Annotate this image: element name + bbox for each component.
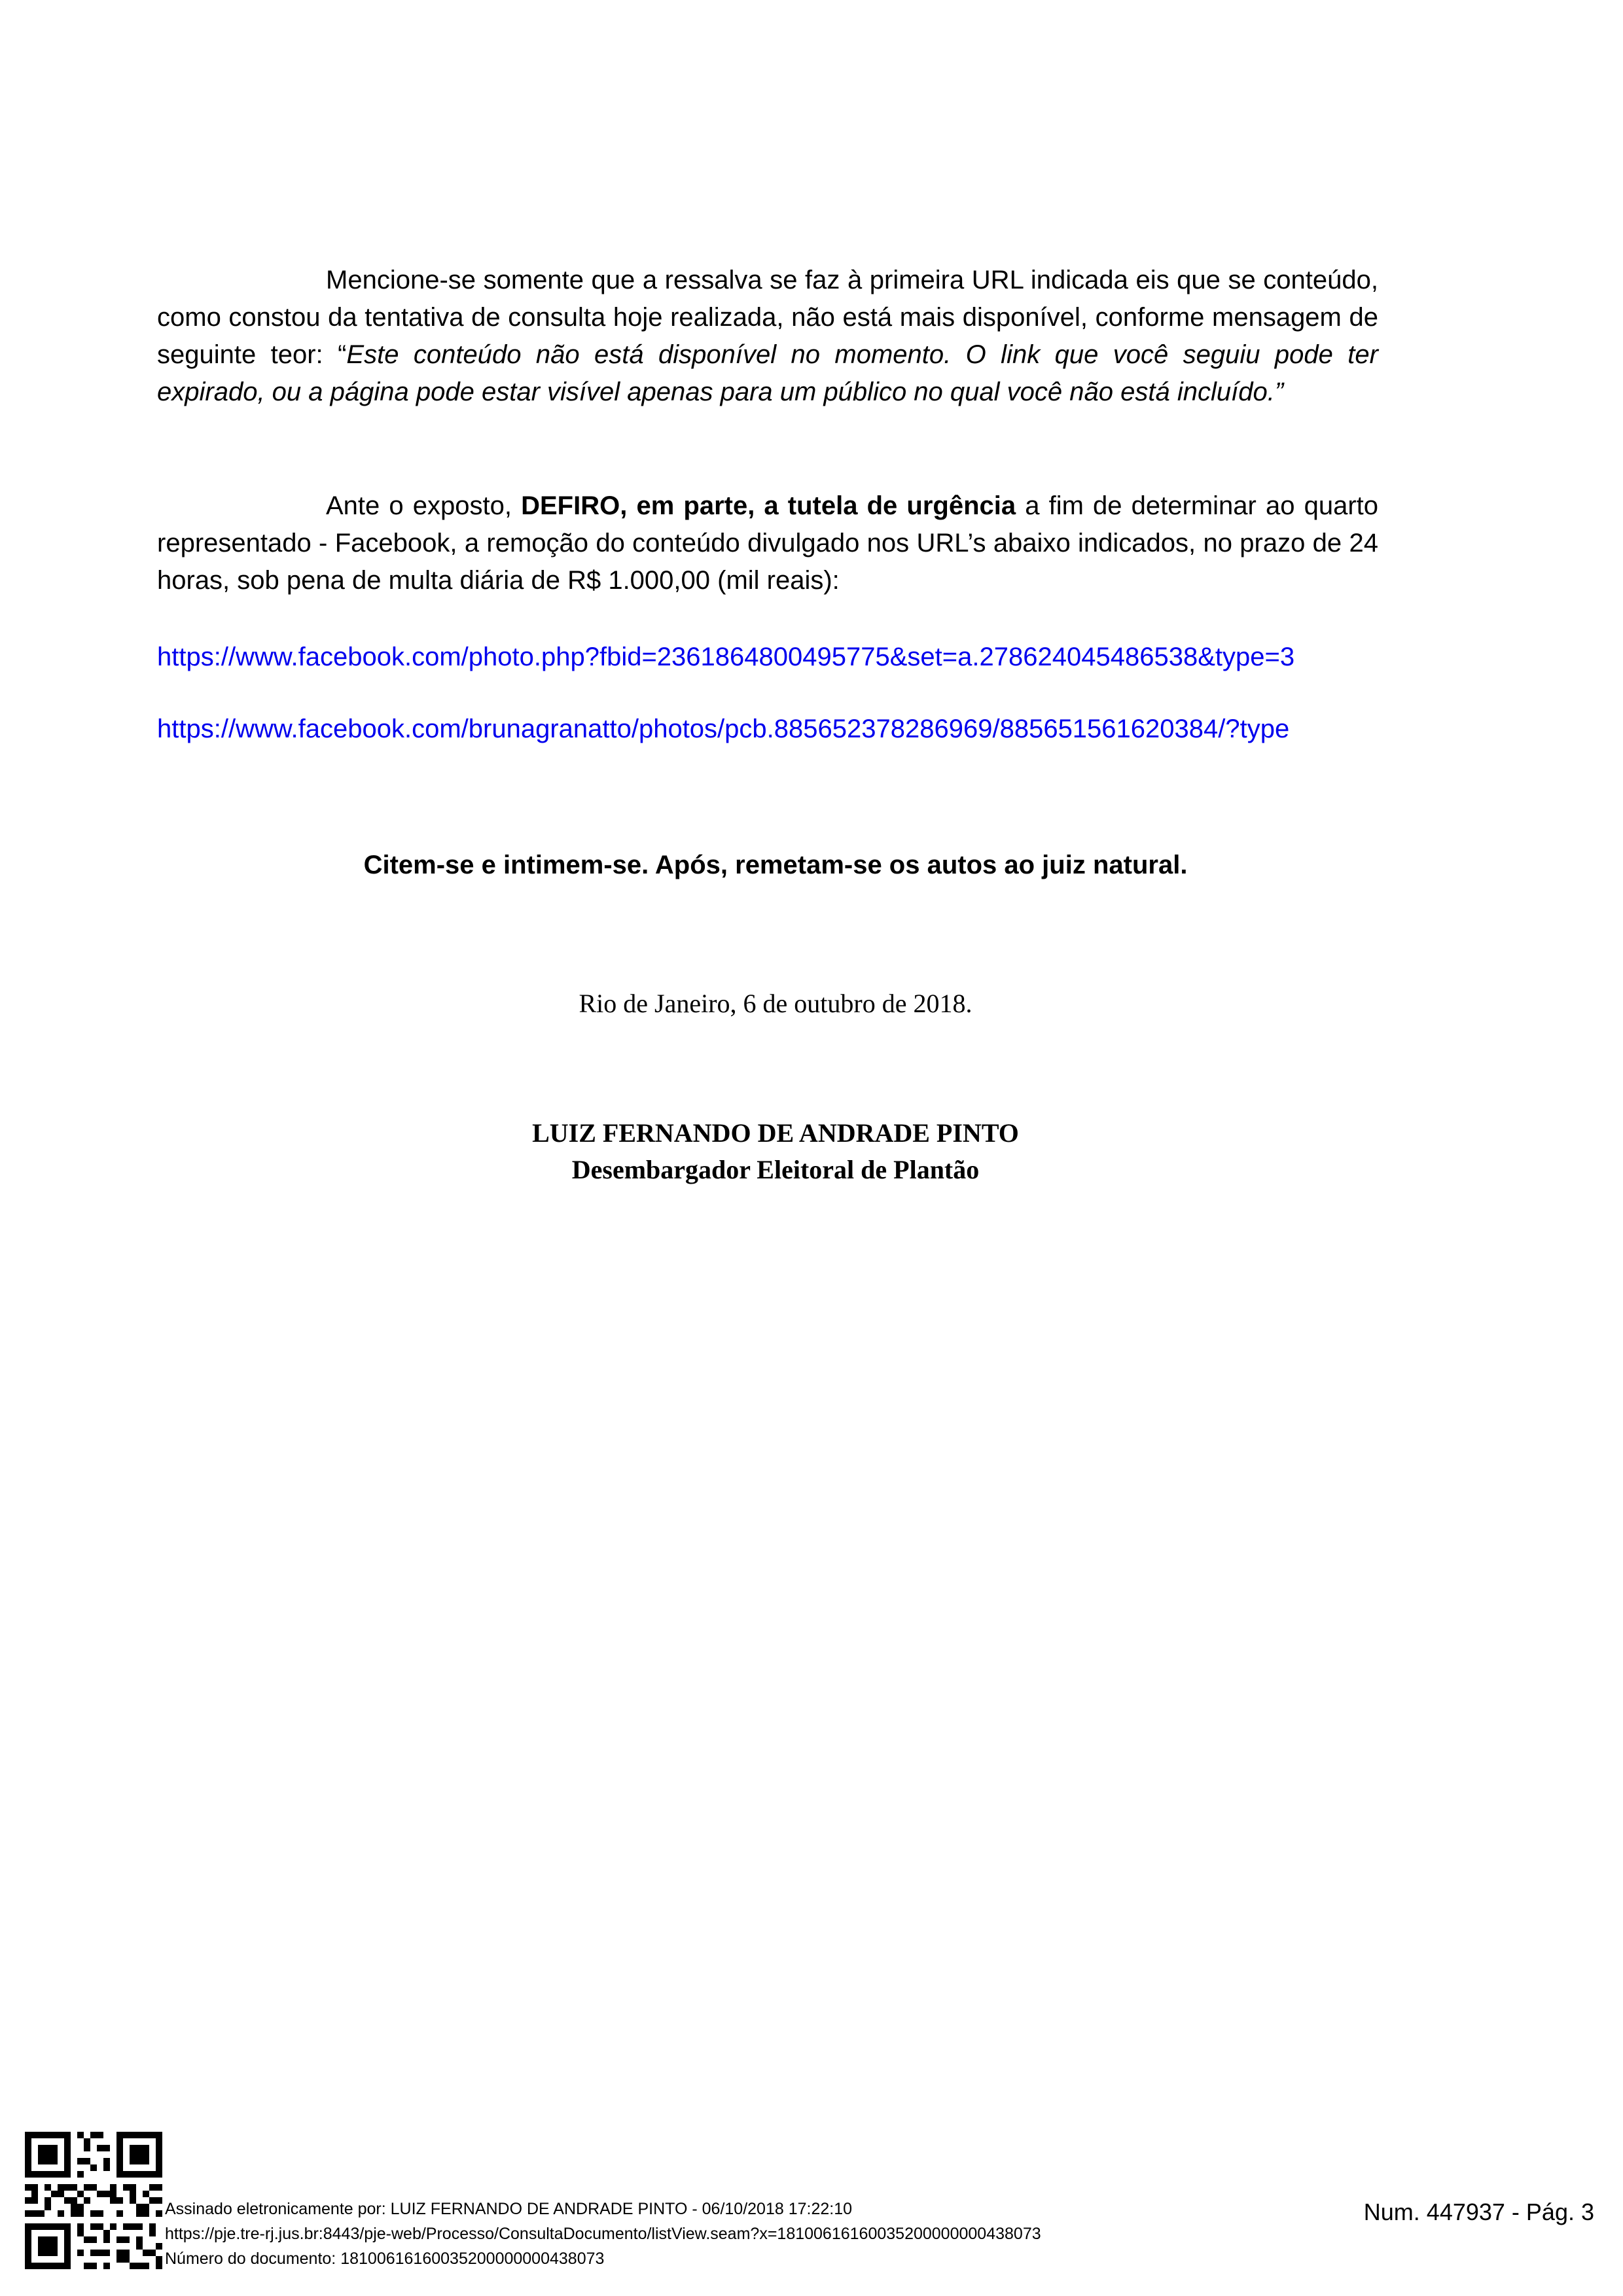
paragraph-url-caveat xyxy=(157,262,1378,411)
footer-signed-by: Assinado eletronicamente por: LUIZ FERNANDO DE ANDRADE PINTO - 06/10/2018 17:22:10 xyxy=(165,2200,853,2218)
qr-code-icon xyxy=(25,2132,162,2269)
paragraph-text-pre: Ante o exposto, xyxy=(326,491,522,520)
closing-order: Citem-se e intimem-se. Após, remetam-se os autos ao juiz natural. xyxy=(363,851,1188,879)
paragraph-text-post: a fim de determinar ao quarto representado - Facebook, a remoção do conteúdo divulgado nos URL’s abaixo indicados, no prazo de 24 horas, sob pena de multa diária de R$ 1.000,00 (mil reais): xyxy=(157,491,1379,595)
place-date: Rio de Janeiro, 6 de outubro de 2018. xyxy=(579,989,972,1018)
paragraph-text: Mencione-se somente que a ressalva se faz à primeira URL indicada eis que se conteúdo, como constou da tentativa de consulta hoje realizada, não está mais disponível, conforme mensagem de seguinte teor: “ xyxy=(157,266,1378,369)
page-number: Num. 447937 - Pág. 3 xyxy=(1363,2199,1594,2225)
footer-verify-url[interactable]: https://pje.tre-rj.jus.br:8443/pje-web/Processo/ConsultaDocumento/listView.seam?x=18100616160035200000000438073 xyxy=(165,2225,1041,2243)
facebook-url-1[interactable]: https://www.facebook.com/photo.php?fbid=2361864800495775&set=a.278624045486538&type=3 xyxy=(157,643,1295,671)
decision-bold: DEFIRO, em parte, a tutela de urgência xyxy=(521,491,1016,520)
signer-role: Desembargador Eleitoral de Plantão xyxy=(571,1155,980,1184)
facebook-url-2[interactable]: https://www.facebook.com/brunagranatto/photos/pcb.885652378286969/885651561620384/?type xyxy=(157,715,1290,743)
paragraph-decision xyxy=(157,487,1378,599)
footer-document-number: Número do documento: 18100616160035200000000438073 xyxy=(165,2250,605,2268)
quoted-message: Este conteúdo não está disponível no momento. O link que você seguiu pode ter expirado, ou a página pode estar visível apenas para um público no qual você não está incluído.” xyxy=(157,340,1378,406)
signer-name: LUIZ FERNANDO DE ANDRADE PINTO xyxy=(532,1118,1019,1148)
